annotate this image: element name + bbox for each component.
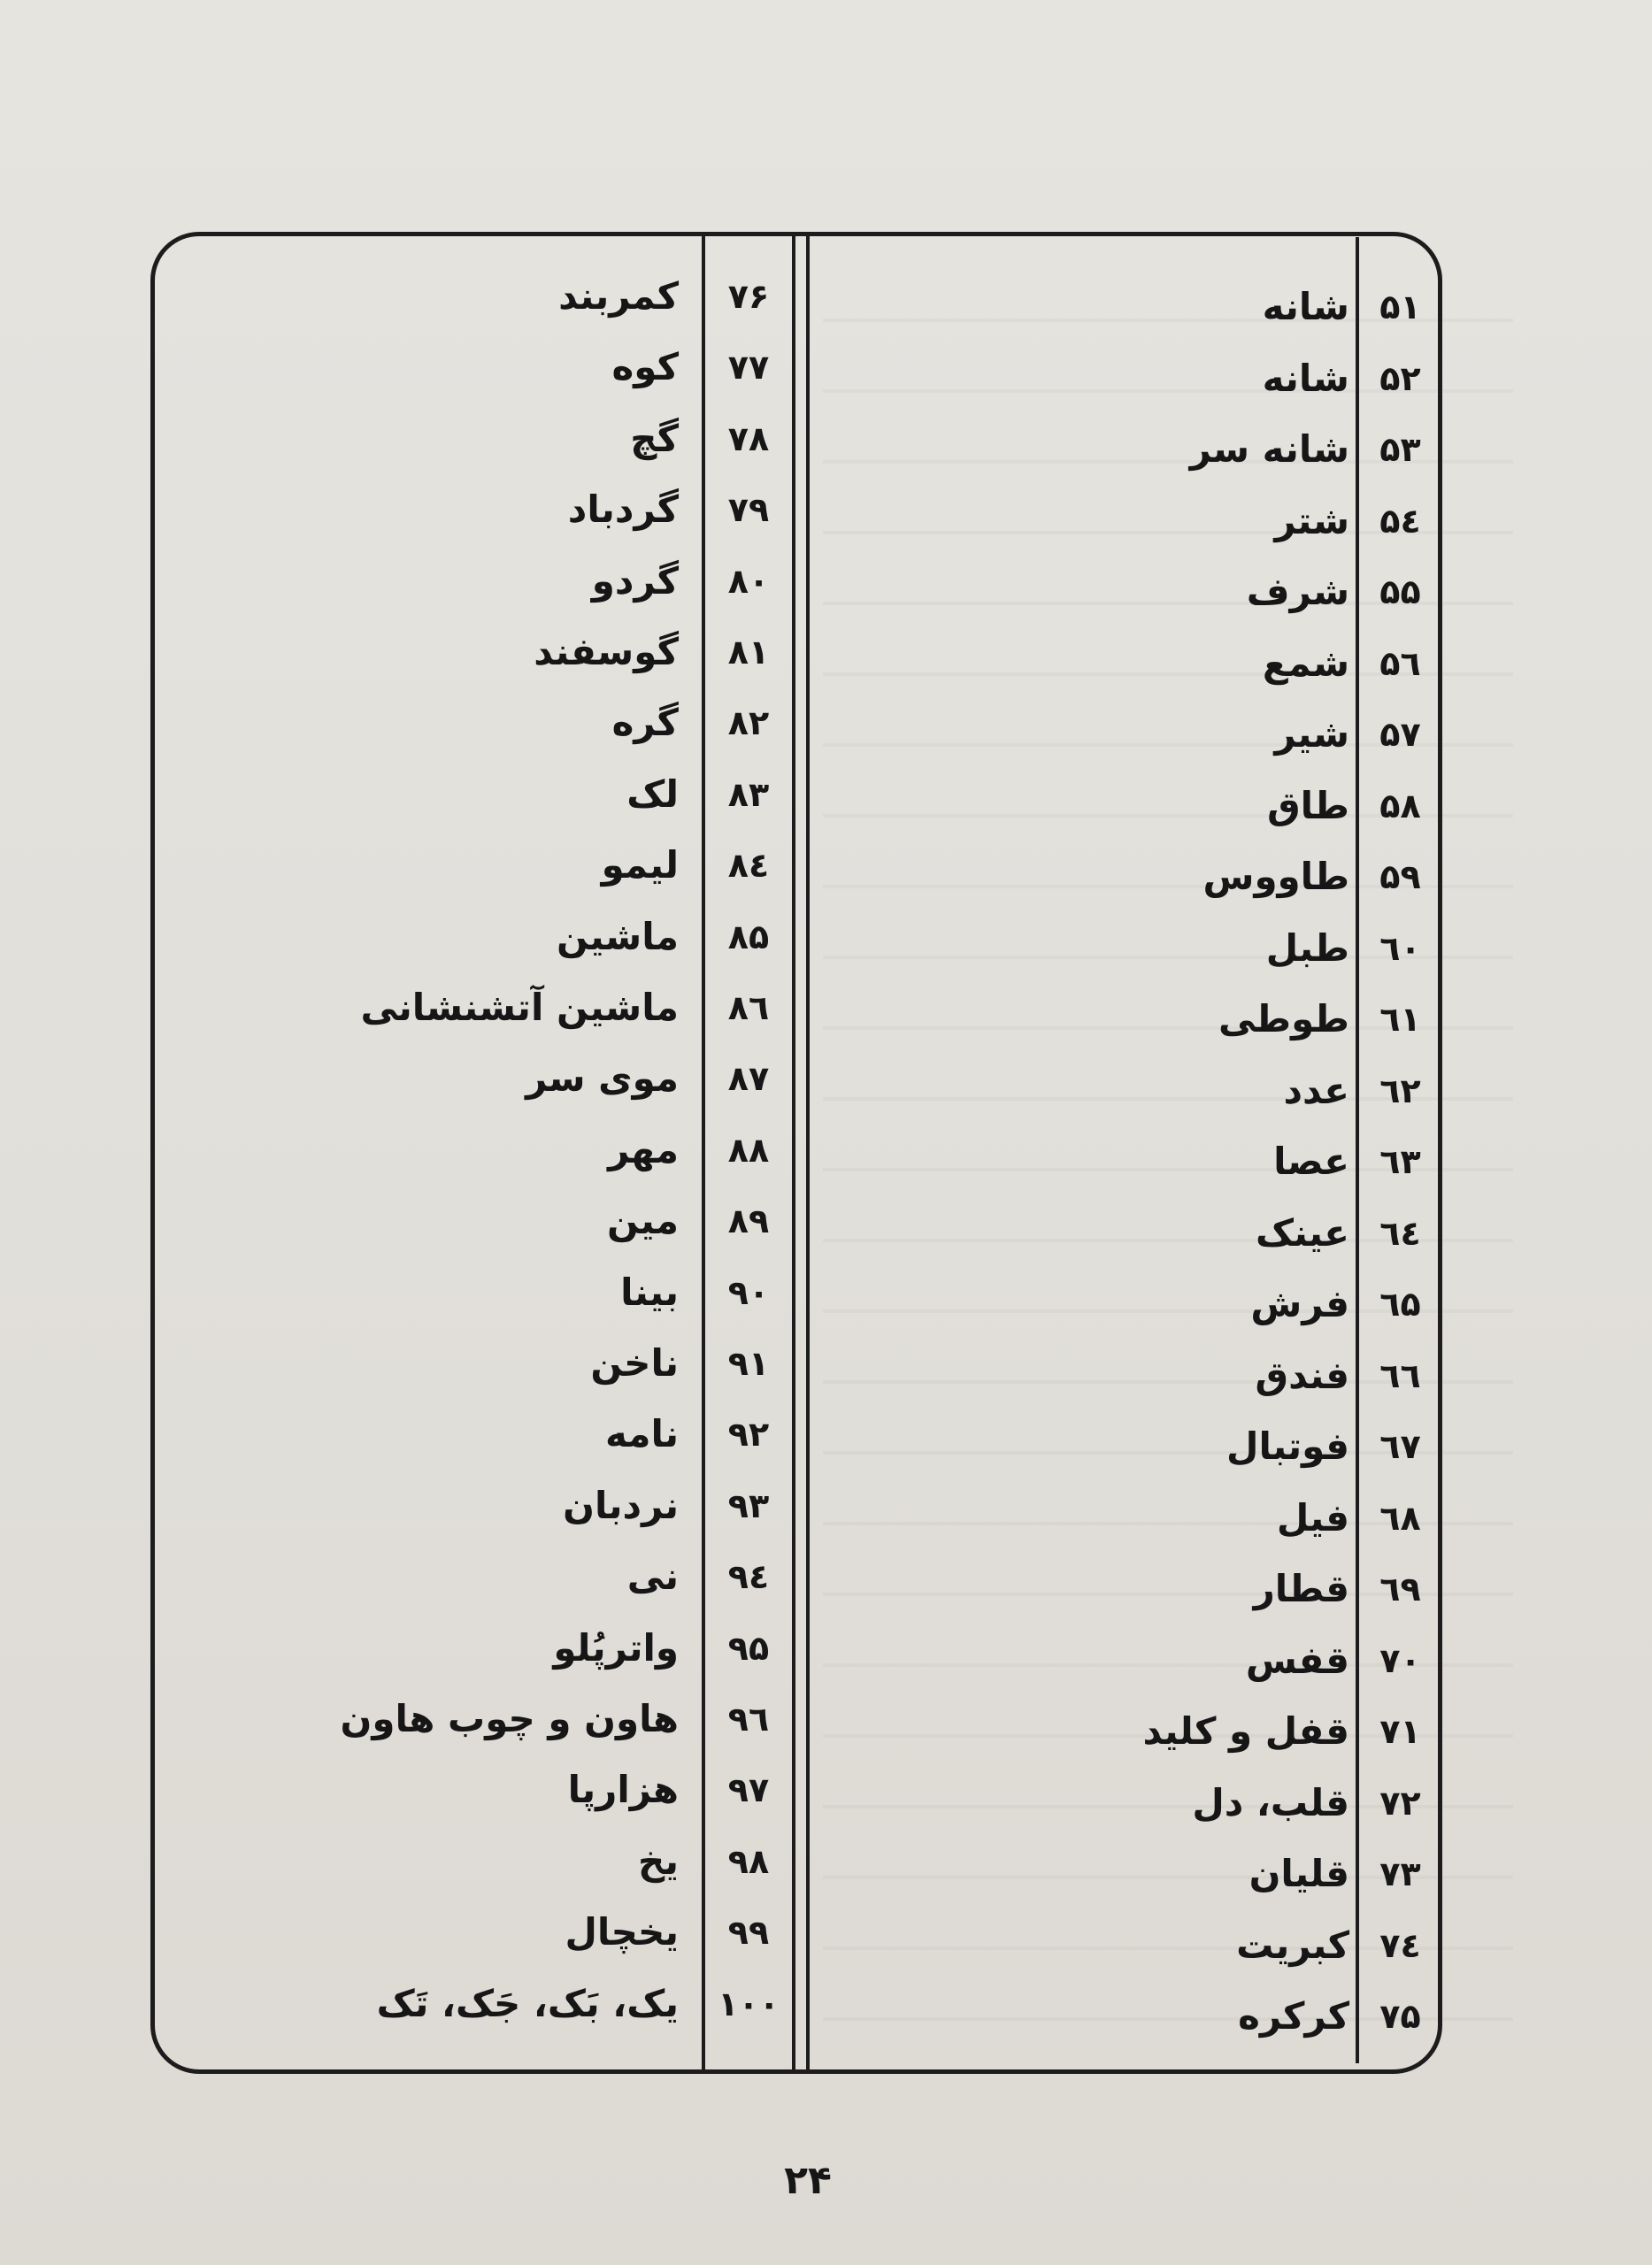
item-word: شتر <box>1274 498 1349 542</box>
item-number: ٦٤ <box>1379 1213 1421 1253</box>
item-number: ۹۹ <box>727 1913 770 1953</box>
list-item <box>1062 1554 1442 1624</box>
list-item <box>1062 272 1442 342</box>
list-item <box>1062 1269 1442 1340</box>
item-word: مین <box>607 1199 679 1243</box>
item-number: ۸۰ <box>727 561 770 601</box>
item-word: فوتبال <box>1226 1424 1349 1468</box>
list-item <box>1062 1839 1442 1909</box>
list-item <box>1062 628 1442 699</box>
item-word: شانه <box>1262 285 1349 328</box>
item-number: ۸۵ <box>727 917 770 956</box>
list-item <box>1062 984 1442 1055</box>
list-item <box>1062 1198 1442 1269</box>
center-double-rule-left <box>792 234 795 2070</box>
item-number: ٦۳ <box>1379 1142 1421 1181</box>
list-item <box>265 1897 792 1968</box>
list-item <box>1062 1483 1442 1554</box>
item-number: ۹۰ <box>727 1272 770 1312</box>
center-double-rule-right <box>806 234 810 2070</box>
list-item <box>1062 1768 1442 1839</box>
item-number: ٦۱ <box>1379 1000 1421 1039</box>
list-item <box>265 687 792 758</box>
item-word: فندق <box>1255 1353 1349 1397</box>
list-item <box>1062 1340 1442 1411</box>
item-number: ۵۹ <box>1379 857 1421 896</box>
item-word: موی سر <box>526 1056 679 1101</box>
list-item <box>265 474 792 545</box>
item-word: قفس <box>1245 1638 1349 1682</box>
item-word: گره <box>611 701 679 745</box>
list-item <box>1062 1056 1442 1126</box>
item-word: نامه <box>604 1412 679 1456</box>
item-word: یک، بَک، جَک، تَک <box>376 1981 679 2025</box>
item-number: ۵۸ <box>1379 786 1421 825</box>
item-word: بینا <box>620 1270 679 1314</box>
item-word: شانه سر <box>1189 427 1349 471</box>
item-number: ۹۳ <box>727 1486 770 1525</box>
list-item <box>265 1470 792 1541</box>
list-item <box>1062 1126 1442 1197</box>
item-word: گردباد <box>567 488 679 532</box>
page-number: ۲۴ <box>784 2158 832 2203</box>
item-number: ۵۱ <box>1379 288 1421 326</box>
list-item <box>265 1257 792 1328</box>
item-number: ۹٤ <box>727 1557 770 1597</box>
list-item <box>265 972 792 1043</box>
list-item <box>1062 913 1442 984</box>
item-word: هاون و چوب هاون <box>340 1697 679 1740</box>
list-item <box>1062 1910 1442 1981</box>
list-item <box>265 830 792 901</box>
list-item <box>265 1043 792 1114</box>
item-word: طاووس <box>1203 855 1349 898</box>
item-word: نی <box>626 1555 679 1599</box>
item-word: عدد <box>1283 1068 1349 1112</box>
item-number: ۹۱ <box>727 1344 770 1383</box>
item-word: قفل و کلید <box>1142 1709 1349 1753</box>
item-number: ۵٦ <box>1379 643 1421 683</box>
item-number: ۷٤ <box>1379 1925 1421 1965</box>
item-word: کرکره <box>1238 1994 1349 2038</box>
item-word: کمربند <box>558 274 679 318</box>
item-number: ٦۵ <box>1379 1285 1421 1324</box>
item-word: قلب، دل <box>1192 1780 1349 1824</box>
list-item <box>265 1684 792 1754</box>
list-item <box>1062 1625 1442 1696</box>
item-word: طبل <box>1265 925 1349 970</box>
list-item <box>1062 557 1442 627</box>
item-word: قطار <box>1253 1567 1349 1610</box>
item-word: گوسفند <box>534 630 679 673</box>
item-word: گچ <box>630 416 679 460</box>
item-number: ٦۲ <box>1379 1071 1421 1110</box>
list-item <box>265 1613 792 1684</box>
item-word: طاق <box>1267 783 1349 827</box>
item-word: عصا <box>1273 1140 1349 1183</box>
item-number: ۸۳ <box>727 774 770 814</box>
item-number: ۸٤ <box>727 846 770 886</box>
list-item <box>265 617 792 687</box>
item-number: ۸۲ <box>727 703 770 743</box>
item-number: ۷۰ <box>1379 1640 1421 1680</box>
item-number: ۷۲ <box>1379 1783 1421 1823</box>
item-word: شیر <box>1274 712 1349 756</box>
item-word: عینک <box>1256 1210 1349 1255</box>
item-number: ۹۵ <box>727 1628 770 1668</box>
item-number: ۷۶ <box>727 277 770 316</box>
item-word: هزارپا <box>567 1768 679 1812</box>
item-number: ۱۰۰ <box>718 1984 780 2023</box>
item-number: ۷۸ <box>727 418 770 458</box>
item-word: نردبان <box>563 1483 679 1527</box>
item-word: طوطی <box>1218 997 1349 1040</box>
list-item <box>1062 414 1442 485</box>
item-number: ۵۲ <box>1379 358 1421 398</box>
item-word: فرش <box>1250 1282 1349 1325</box>
item-number: ۵۵ <box>1379 572 1421 611</box>
list-item <box>1062 1696 1442 1767</box>
word-list-left <box>265 261 792 2048</box>
item-number: ٦۰ <box>1379 928 1421 968</box>
list-item <box>1062 343 1442 414</box>
item-word: شانه <box>1262 356 1349 400</box>
list-item <box>1062 771 1442 841</box>
item-word: لک <box>626 772 679 816</box>
item-number: ۵٤ <box>1379 501 1421 541</box>
item-number: ۹٦ <box>727 1700 770 1739</box>
list-item <box>265 403 792 474</box>
item-number: ۸۷ <box>727 1059 770 1099</box>
item-number: ۷۱ <box>1379 1712 1421 1751</box>
list-item <box>265 1969 792 2039</box>
item-word: قلیان <box>1249 1852 1349 1895</box>
item-word: فیل <box>1276 1495 1349 1539</box>
item-number: ۷۳ <box>1379 1854 1421 1893</box>
item-word: کبریت <box>1236 1923 1349 1967</box>
list-item <box>265 1399 792 1470</box>
list-item <box>265 1541 792 1612</box>
item-word: یخچال <box>565 1910 679 1954</box>
list-item <box>265 261 792 332</box>
list-item <box>265 1328 792 1399</box>
list-item <box>1062 1981 1442 2052</box>
list-item <box>1062 486 1442 557</box>
item-number: ۸۹ <box>727 1202 770 1241</box>
item-word: یخ <box>637 1839 679 1883</box>
item-number: ٦۹ <box>1379 1570 1421 1609</box>
item-number: ۹۸ <box>727 1841 770 1881</box>
list-item <box>1062 699 1442 770</box>
item-word: واترپُلو <box>553 1625 679 1670</box>
item-number: ٦٦ <box>1379 1355 1421 1395</box>
item-number: ٦۸ <box>1379 1498 1421 1538</box>
list-item <box>265 759 792 830</box>
item-word: ناخن <box>590 1341 679 1385</box>
item-number: ۹۷ <box>727 1770 770 1810</box>
list-item <box>265 902 792 972</box>
item-number: ۸۱ <box>727 633 770 672</box>
item-word: گردو <box>591 558 679 603</box>
list-item <box>1062 841 1442 912</box>
item-number: ۵۷ <box>1379 715 1421 754</box>
list-item <box>265 546 792 617</box>
item-number: ۹۲ <box>727 1415 770 1455</box>
list-item <box>265 332 792 403</box>
item-word: کوه <box>611 345 679 389</box>
list-item <box>265 1754 792 1825</box>
item-number: ۸۸ <box>727 1130 770 1170</box>
item-word: ماشین آتشنشانی <box>360 986 679 1029</box>
item-number: ۷۷ <box>727 348 770 388</box>
item-word: لیمو <box>601 843 679 887</box>
list-item <box>265 1186 792 1256</box>
item-word: شمع <box>1262 641 1349 685</box>
item-word: ماشین <box>556 914 679 958</box>
item-number: ٦۷ <box>1379 1427 1421 1466</box>
list-item <box>265 1115 792 1186</box>
item-number: ۷۵ <box>1379 1997 1421 2036</box>
item-number: ۸٦ <box>727 988 770 1027</box>
list-item <box>1062 1411 1442 1482</box>
item-number: ۷۹ <box>727 490 770 530</box>
item-number: ۵۳ <box>1379 430 1421 469</box>
item-word: شرف <box>1246 570 1349 613</box>
list-item <box>265 1826 792 1897</box>
word-list-right <box>1062 272 1442 2038</box>
item-word: مهر <box>608 1127 679 1171</box>
